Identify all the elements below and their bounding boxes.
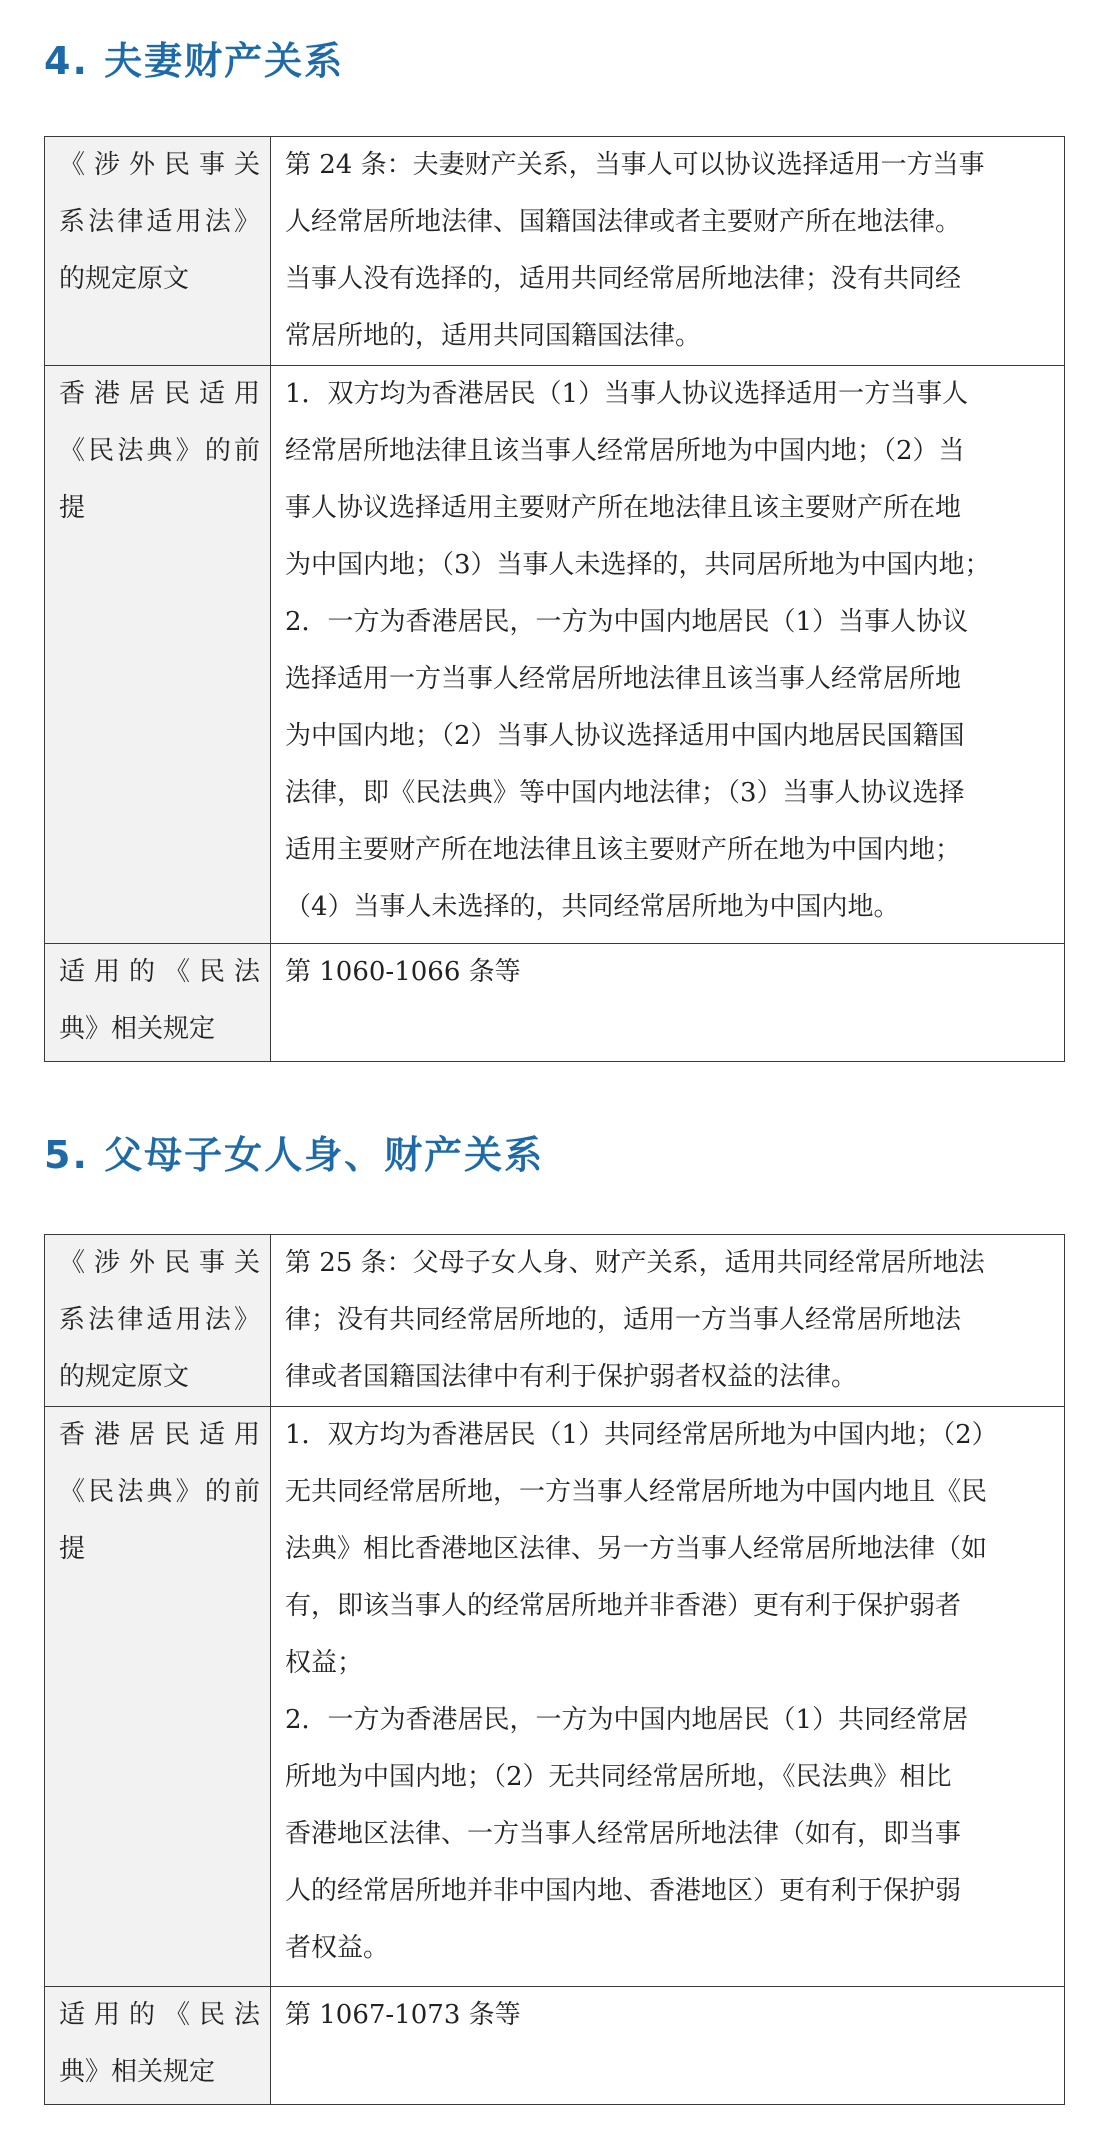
content-line: 法律，即《民法典》等中国内地法律；（3）当事人协议选择 [285,778,965,808]
content-line: 经常居所地法律且该当事人经常居所地为中国内地；（2）当 [285,436,965,466]
row-label-line: 提 [59,493,86,523]
row-label-line: 提 [59,1534,86,1564]
row-label-line: 香港居民适用 [59,1420,260,1450]
content-line: 1．双方均为香港居民（1）当事人协议选择适用一方当事人 [285,379,969,409]
content-line: 1．双方均为香港居民（1）共同经常居所地为中国内地；（2） [285,1420,998,1450]
content-line: 律或者国籍国法律中有利于保护弱者权益的法律。 [285,1362,858,1392]
table-row-hk-premise [45,366,1065,944]
row-content [271,1407,1065,1987]
row-content [271,1987,1065,2105]
row-label-line: 《民法典》的前 [59,1477,260,1507]
row-label-line: 《民法典》的前 [59,436,260,466]
row-label [45,1407,271,1987]
content-line: （4）当事人未选择的，共同经常居所地为中国内地。 [285,892,900,922]
table-row-civil-code-provisions [45,1987,1065,2105]
content-line: 法典》相比香港地区法律、另一方当事人经常居所地法律（如 [285,1534,988,1564]
content-line: 2．一方为香港居民，一方为中国内地居民（1）共同经常居 [285,1705,969,1735]
content-line: 事人协议选择适用主要财产所在地法律且该主要财产所在地 [285,493,962,523]
content-line: 无共同经常居所地，一方当事人经常居所地为中国内地且《民 [285,1477,988,1507]
content-line: 为中国内地；（3）当事人未选择的，共同居所地为中国内地； [285,550,991,580]
row-label-line: 香港居民适用 [59,379,260,409]
row-label-line: 适用的《民法 [59,957,260,987]
content-line: 律；没有共同经常居所地的，适用一方当事人经常居所地法 [285,1305,962,1335]
section-title-4: 4. 夫妻财产关系 [44,39,345,83]
content-line: 有，即该当事人的经常居所地并非香港）更有利于保护弱者 [285,1591,962,1621]
row-label-line: 典》相关规定 [59,2057,216,2087]
row-label-line: 的规定原文 [59,1362,190,1392]
law-table-section-5 [44,1234,1065,2105]
row-label [45,1235,271,1407]
row-content [271,1235,1065,1407]
row-label-line: 典》相关规定 [59,1014,216,1044]
content-line: 当事人没有选择的，适用共同经常居所地法律；没有共同经 [285,264,962,294]
law-table-section-4 [44,136,1065,1062]
row-content [271,137,1065,366]
content-line: 人的经常居所地并非中国内地、香港地区）更有利于保护弱 [285,1876,962,1906]
row-label [45,1987,271,2105]
row-content [271,944,1065,1062]
row-label-line: 的规定原文 [59,264,190,294]
row-label-line: 适用的《民法 [59,2000,260,2030]
content-line: 权益； [285,1648,364,1678]
content-line: 选择适用一方当事人经常居所地法律且该当事人经常居所地 [285,664,962,694]
section-title-5: 5. 父母子女人身、财产关系 [44,1133,545,1177]
content-line: 2．一方为香港居民，一方为中国内地居民（1）当事人协议 [285,607,969,637]
row-label-line: 《涉外民事关 [59,1248,260,1278]
table-row-hk-premise [45,1407,1065,1987]
content-line: 第 25 条：父母子女人身、财产关系，适用共同经常居所地法 [285,1248,985,1278]
content-line: 人经常居所地法律、国籍国法律或者主要财产所在地法律。 [285,207,962,237]
content-line: 者权益。 [285,1933,390,1963]
content-line: 第 1067-1073 条等 [285,2000,521,2030]
row-label-line: 系法律适用法》 [59,1305,260,1335]
content-line: 所地为中国内地；（2）无共同经常居所地，《民法典》相比 [285,1762,952,1792]
content-line: 香港地区法律、一方当事人经常居所地法律（如有，即当事 [285,1819,962,1849]
table-row-civil-code-provisions [45,944,1065,1062]
content-line: 适用主要财产所在地法律且该主要财产所在地为中国内地； [285,835,962,865]
row-label [45,366,271,944]
content-line: 第 24 条：夫妻财产关系，当事人可以协议选择适用一方当事 [285,150,985,180]
content-line: 常居所地的，适用共同国籍国法律。 [285,321,702,351]
row-label-line: 系法律适用法》 [59,207,260,237]
content-line: 为中国内地；（2）当事人协议选择适用中国内地居民国籍国 [285,721,965,751]
row-label-line: 《涉外民事关 [59,150,260,180]
table-row-original-text [45,137,1065,366]
row-content [271,366,1065,944]
row-label [45,944,271,1062]
row-label [45,137,271,366]
table-row-original-text [45,1235,1065,1407]
content-line: 第 1060-1066 条等 [285,957,521,987]
